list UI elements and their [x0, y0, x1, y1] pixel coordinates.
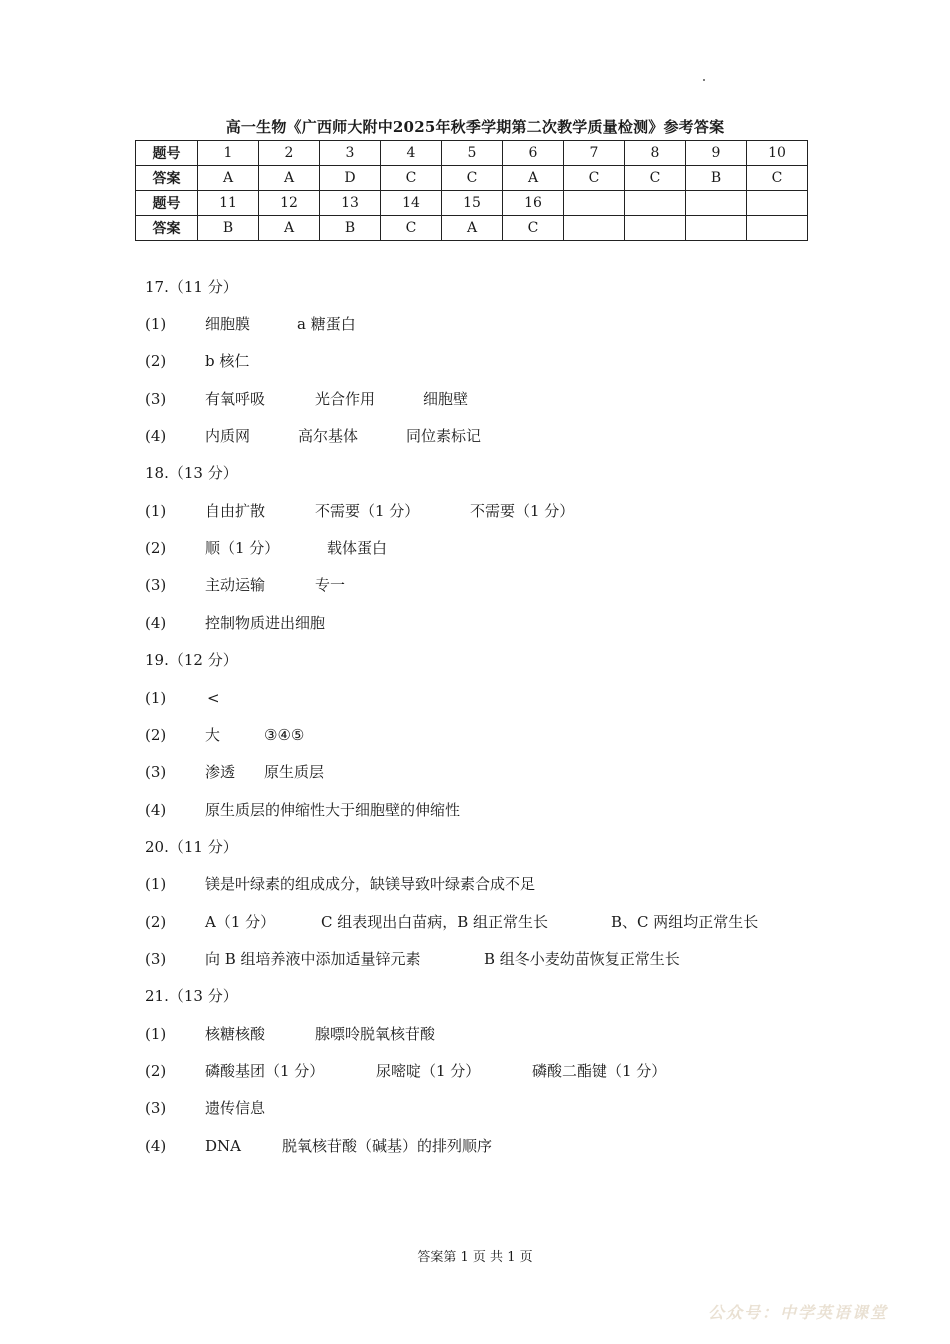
table-cell: 12	[259, 191, 320, 216]
stray-dot	[703, 79, 705, 81]
sub-number: (4)	[145, 614, 167, 632]
answer-text: 专一	[315, 576, 346, 594]
sub-number: (4)	[145, 1137, 167, 1155]
table-cell	[686, 216, 747, 241]
answer-text: 细胞膜	[205, 315, 251, 333]
sub-number: (3)	[145, 576, 167, 594]
table-cell: C	[442, 166, 503, 191]
answer-text: B、C 两组均正常生长	[611, 913, 759, 931]
table-cell: B	[198, 216, 259, 241]
answer-text: 细胞壁	[423, 390, 469, 408]
sub-number: (1)	[145, 502, 167, 520]
table-cell: C	[381, 166, 442, 191]
table-cell: 3	[320, 141, 381, 166]
answer-text: 控制物质进出细胞	[205, 614, 326, 632]
answer-text: ③④⑤	[264, 726, 305, 744]
table-cell: 5	[442, 141, 503, 166]
table-cell: B	[320, 216, 381, 241]
table-cell: C	[381, 216, 442, 241]
answer-text: 内质网	[205, 427, 251, 445]
answer-text: B 组冬小麦幼苗恢复正常生长	[484, 950, 680, 968]
answer-text: 主动运输	[205, 576, 266, 594]
answer-text: 不需要（1 分）	[470, 502, 575, 520]
table-cell: 10	[747, 141, 808, 166]
sub-number: (4)	[145, 801, 167, 819]
sub-number: (1)	[145, 689, 167, 707]
answer-text: 载体蛋白	[327, 539, 388, 557]
table-cell: 16	[503, 191, 564, 216]
row-label: 题号	[136, 191, 198, 216]
row-label: 答案	[136, 166, 198, 191]
table-cell	[747, 216, 808, 241]
answer-text: a 糖蛋白	[297, 315, 356, 333]
answer-text: 光合作用	[315, 390, 376, 408]
table-row	[136, 216, 808, 241]
table-cell: 1	[198, 141, 259, 166]
sub-number: (4)	[145, 427, 167, 445]
table-row	[136, 141, 808, 166]
table-cell: A	[259, 216, 320, 241]
answer-text: 向 B 组培养液中添加适量锌元素	[205, 950, 421, 968]
sub-number: (2)	[145, 726, 167, 744]
table-cell: 4	[381, 141, 442, 166]
answer-text: 磷酸基团（1 分）	[205, 1062, 325, 1080]
table-cell	[625, 191, 686, 216]
table-cell: 14	[381, 191, 442, 216]
sub-number: (2)	[145, 913, 167, 931]
table-cell: A	[259, 166, 320, 191]
answer-text: 腺嘌呤脱氧核苷酸	[315, 1025, 436, 1043]
answer-text: 渗透	[205, 763, 236, 781]
sub-number: (3)	[145, 763, 167, 781]
answer-text: A（1 分）	[205, 913, 276, 931]
sub-number: (2)	[145, 352, 167, 370]
sub-number: (1)	[145, 1025, 167, 1043]
table-cell: C	[625, 166, 686, 191]
answer-text: 镁是叶绿素的组成成分，缺镁导致叶绿素合成不足	[205, 875, 536, 893]
answer-text: 磷酸二酯键（1 分）	[532, 1062, 667, 1080]
table-cell: A	[503, 166, 564, 191]
table-cell	[747, 191, 808, 216]
question-heading-19: 19.（12 分）	[145, 651, 238, 669]
answer-text: 尿嘧啶（1 分）	[376, 1062, 481, 1080]
question-heading-20: 20.（11 分）	[145, 838, 238, 856]
answer-text: 高尔基体	[298, 427, 359, 445]
question-heading-18: 18.（13 分）	[145, 464, 238, 482]
table-cell	[686, 191, 747, 216]
table-cell: C	[564, 166, 625, 191]
sub-number: (1)	[145, 875, 167, 893]
table-row	[136, 166, 808, 191]
answer-text: 同位素标记	[406, 427, 482, 445]
answer-table	[135, 140, 808, 241]
table-cell: 7	[564, 141, 625, 166]
row-label: 题号	[136, 141, 198, 166]
table-cell: 13	[320, 191, 381, 216]
page-footer: 答案第 1 页 共 1 页	[417, 1250, 533, 1265]
sub-number: (1)	[145, 315, 167, 333]
sub-number: (2)	[145, 1062, 167, 1080]
table-cell: C	[503, 216, 564, 241]
sub-number: (2)	[145, 539, 167, 557]
table-cell: 11	[198, 191, 259, 216]
row-label: 答案	[136, 216, 198, 241]
table-row	[136, 191, 808, 216]
table-cell: 9	[686, 141, 747, 166]
answer-text: b 核仁	[205, 352, 250, 370]
answer-text: 脱氧核苷酸（碱基）的排列顺序	[282, 1137, 493, 1155]
table-cell: 6	[503, 141, 564, 166]
watermark: 公众号：中学英语课堂	[708, 1303, 889, 1322]
answer-text: 核糖核酸	[205, 1025, 266, 1043]
table-cell	[564, 216, 625, 241]
table-cell: 15	[442, 191, 503, 216]
table-cell: D	[320, 166, 381, 191]
answer-text: 不需要（1 分）	[315, 502, 420, 520]
answer-text: DNA	[205, 1137, 241, 1155]
question-heading-21: 21.（13 分）	[145, 987, 238, 1005]
answer-text: <	[207, 689, 220, 707]
answer-text: 原生质层的伸缩性大于细胞壁的伸缩性	[205, 801, 461, 819]
sub-number: (3)	[145, 1099, 167, 1117]
question-heading-17: 17.（11 分）	[145, 278, 238, 296]
answer-text: 顺（1 分）	[205, 539, 280, 557]
table-cell: 2	[259, 141, 320, 166]
sub-number: (3)	[145, 390, 167, 408]
table-cell: A	[198, 166, 259, 191]
answer-text: 大	[205, 726, 221, 744]
table-cell: 8	[625, 141, 686, 166]
sub-number: (3)	[145, 950, 167, 968]
answer-text: 遗传信息	[205, 1099, 266, 1117]
answer-text: 有氧呼吸	[205, 390, 266, 408]
table-cell	[564, 191, 625, 216]
table-cell: A	[442, 216, 503, 241]
answer-text: 原生质层	[264, 763, 325, 781]
table-cell	[625, 216, 686, 241]
answer-text: C 组表现出白苗病，B 组正常生长	[321, 913, 549, 931]
page-title: 高一生物《广西师大附中2025年秋季学期第二次教学质量检测》参考答案	[225, 118, 725, 136]
table-cell: B	[686, 166, 747, 191]
answer-text: 自由扩散	[205, 502, 266, 520]
table-cell: C	[747, 166, 808, 191]
